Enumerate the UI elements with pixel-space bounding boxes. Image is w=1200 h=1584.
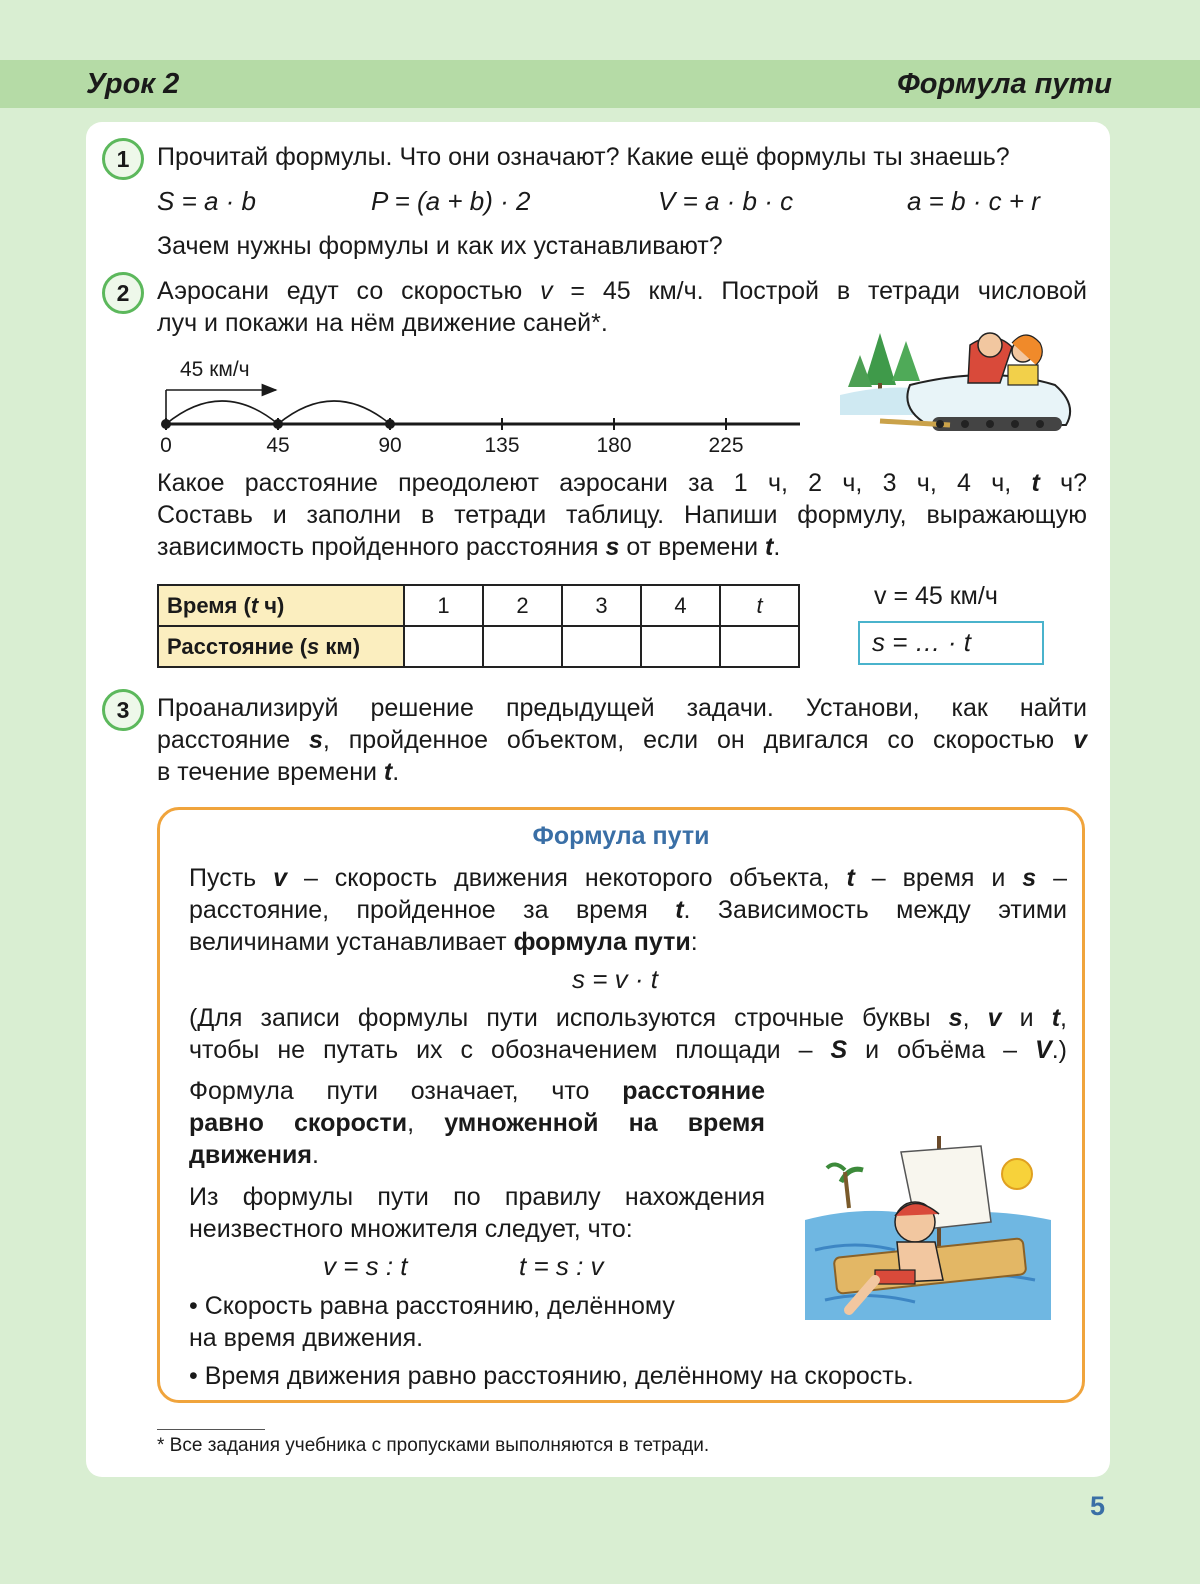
time-formula: t = s : v [519,1251,604,1281]
speed-label: 45 км/ч [180,358,250,381]
page-number: 5 [1090,1491,1106,1521]
lesson-number: Урок 2 [86,68,180,100]
jump-arc-1 [166,401,278,424]
snowmobile-illustration [840,325,1085,445]
footnote-divider [157,1429,265,1430]
number-line-tick-label: 0 [160,434,172,457]
task-1-number: 1 [102,138,144,180]
bullet-time: • Время движения равно расстоянию, делённому на скорость. [189,1362,914,1390]
formula-box-text: s = … · t [872,627,971,657]
number-line-point [385,419,395,429]
task-2-question-2: Составь и заполни в тетради таблицу. Напиши формулу, выражающую [157,501,1087,529]
number-line-tick-label: 135 [484,434,520,457]
task-2-line-2: луч и покажи на нём движение саней*. [157,309,608,337]
formula-area: S = a · b [157,186,256,216]
speed-formula: v = s : t [323,1251,408,1281]
table-header-time: Время (t ч) [158,585,404,626]
footnote: * Все задания учебника с пропусками выполняются в тетради. [157,1435,710,1456]
number-line-tick-label: 90 [378,434,402,457]
task-1-text: Прочитай формулы. Что они означают? Какие ещё формулы ты знаешь? [157,143,1010,171]
path-formula: s = v · t [572,964,658,994]
table-row-time [158,585,799,626]
time-distance-table [157,584,800,668]
bullet-speed-line-2: на время движения. [189,1324,424,1352]
formula-division-remainder: a = b · c + r [907,186,1040,216]
rule-title: Формула пути [532,822,710,850]
meaning-line-2: равно скорости, умноженной на время [189,1109,765,1137]
table-cell-empty [641,626,720,667]
task-2-question-1: Какое расстояние преодолеют аэросани за 1 ч, 2 ч, 3 ч, 4 ч, t ч? [157,469,1088,497]
derive-line-2: неизвестного множителя следует, что: [189,1215,633,1243]
task-3-line-3: в течение времени t. [157,758,400,786]
task-1-question: Зачем нужны формулы и как их устанавливают? [157,232,723,260]
lesson-header-bar [0,60,1200,108]
task-2-question-3: зависимость пройденного расстояния s от времени t. [157,533,781,561]
task-3-line-1: Проанализируй решение предыдущей задачи. Установи, как найти [157,694,1087,722]
lesson-title: Формула пути [897,68,1112,100]
rule-note-line-2: чтобы не путать их с обозначением площади – S и объёма – V.) [189,1036,1067,1064]
table-cell: 1 [404,585,483,626]
table-cell: 2 [483,585,562,626]
rule-paragraph-line-3: величинами устанавливает формула пути: [189,928,698,956]
number-line-tick-label: 45 [266,434,290,457]
number-line-point [273,419,283,429]
jump-arc-2 [278,401,390,424]
meaning-line-1: Формула пути означает, что расстояние [189,1077,765,1105]
table-row-distance [158,626,799,667]
table-cell-empty [720,626,799,667]
derive-line-1: Из формулы пути по правилу нахождения [189,1183,765,1211]
table-cell: t [720,585,799,626]
number-line-point [161,419,171,429]
bullet-speed-line-1: • Скорость равна расстоянию, делённому [189,1292,675,1320]
formula-volume: V = a · b · c [658,186,794,216]
task-3-number: 3 [102,689,144,731]
task-2-line-1: Аэросани едут со скоростью v = 45 км/ч. Построй в тетради числовой [157,277,1087,305]
formula-perimeter: P = (a + b) · 2 [371,186,531,216]
meaning-line-3: движения. [189,1141,319,1169]
table-header-distance: Расстояние (s км) [158,626,404,667]
table-cell-empty [562,626,641,667]
given-speed: v = 45 км/ч [874,582,998,610]
number-line [150,352,810,462]
task-2-number: 2 [102,272,144,314]
rule-paragraph-line-2: расстояние, пройденное за время t. Зависимость между этими [189,896,1067,924]
table-cell-empty [483,626,562,667]
table-cell: 4 [641,585,720,626]
number-line-tick-label: 225 [708,434,744,457]
rule-note-line-1: (Для записи формулы пути используются строчные буквы s, v и t, [189,1004,1067,1032]
table-cell-empty [404,626,483,667]
task-3-line-2: расстояние s, пройденное объектом, если он двигался со скоростью v [157,726,1087,754]
rule-paragraph-line-1: Пусть v – скорость движения некоторого объекта, t – время и s – [189,864,1067,892]
number-line-tick-label: 180 [596,434,632,457]
table-cell: 3 [562,585,641,626]
raft-illustration [805,1130,1055,1335]
